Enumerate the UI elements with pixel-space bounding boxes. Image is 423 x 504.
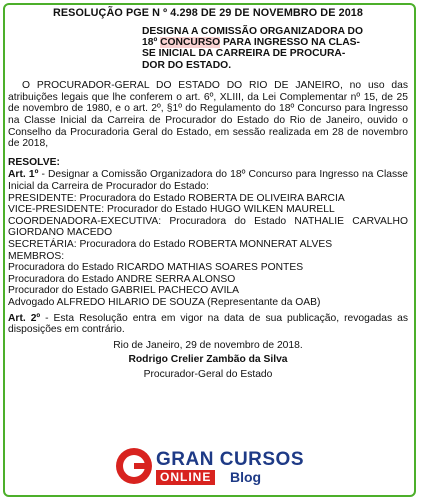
logo-online-badge: ONLINE — [156, 470, 215, 485]
ementa-line-1: DESIGNA A COMISSÃO ORGANIZADORA DO — [142, 25, 364, 37]
logo-gran-cursos-text: GRAN CURSOS — [156, 449, 305, 470]
members-heading: MEMBROS: — [8, 250, 65, 262]
signer-name: Rodrigo Crelier Zambão da Silva — [128, 354, 288, 366]
member-line: Advogado ALFREDO HILARIO DE SOUZA (Representante da OAB) — [8, 296, 321, 308]
ementa-line-2b: PARA INGRESSO NA CLAS- — [220, 37, 360, 48]
article-2-label: Art. 2º — [8, 312, 41, 324]
article-1-label: Art. 1º — [8, 169, 39, 181]
member-line: Procuradora do Estado ANDRE SERRA ALONSO — [8, 273, 236, 285]
ementa-line-2a: 18º — [142, 37, 161, 48]
member-line: SECRETÁRIA: Procuradora do Estado ROBERTA MONNERAT ALVES — [8, 238, 333, 250]
article-1 — [8, 169, 408, 308]
ementa-line-3: SE INICIAL DA CARREIRA DE PROCURA- — [142, 48, 346, 60]
date-place: Rio de Janeiro, 29 de novembro de 2018. — [113, 339, 303, 351]
document-title: RESOLUÇÃO PGE N º 4.298 DE 29 DE NOVEMBRO DE 2018 — [52, 7, 364, 19]
member-line: Procurador do Estado GABRIEL PACHECO AVILA — [8, 285, 240, 297]
ementa-line-2 — [142, 37, 408, 48]
member-line: COORDENADORA-EXECUTIVA: Procuradora do Estado NATHALIE CARVALHO GIORDANO MACEDO — [8, 215, 408, 239]
ementa — [142, 26, 408, 72]
article-2 — [8, 313, 408, 336]
signer-role: Procurador-Geral do Estado — [143, 368, 273, 380]
g-logo-icon — [116, 448, 152, 484]
preamble-paragraph: O PROCURADOR-GERAL DO ESTADO DO RIO DE JANEIRO, no uso das atribuições legais que lhe conferem o art. 6º, XLIII, da Lei Complementar nº 15, de 25 de novembro de 1980, e o art. 2º, §1º do Regulamento do 18º Concurso para Ingresso na Classe Inicial da Carreira de Procurador do Estado do Rio de Janeiro, ouvido o Conselho da Procuradoria Geral do Estado, em sessão realizada em 28 de novembro de 2018, — [8, 80, 408, 150]
highlighted-concurso: CONCURSO — [160, 37, 221, 48]
resolve-heading: RESOLVE: — [8, 156, 60, 168]
article-2-body: - Esta Resolução entra em vigor na data de sua publicação, revogadas as disposições em contrário. — [8, 312, 408, 336]
logo-blog-text: Blog — [230, 469, 262, 485]
member-line: Procuradora do Estado RICARDO MATHIAS SOARES PONTES — [8, 262, 304, 274]
resolution-document — [8, 8, 408, 380]
gran-cursos-logo[interactable] — [116, 448, 306, 490]
member-line: VICE-PRESIDENTE: Procurador do Estado HUGO WILKEN MAURELL — [8, 204, 335, 216]
member-line: PRESIDENTE: Procuradora do Estado ROBERTA DE OLIVEIRA BARCIA — [8, 192, 345, 204]
ementa-line-4: DOR DO ESTADO. — [142, 59, 232, 71]
article-1-text — [8, 169, 408, 192]
article-1-body: - Designar a Comissão Organizadora do 18º Concurso para Ingresso na Classe Inicial da Carreira de Procurador do Estado: — [8, 169, 408, 192]
